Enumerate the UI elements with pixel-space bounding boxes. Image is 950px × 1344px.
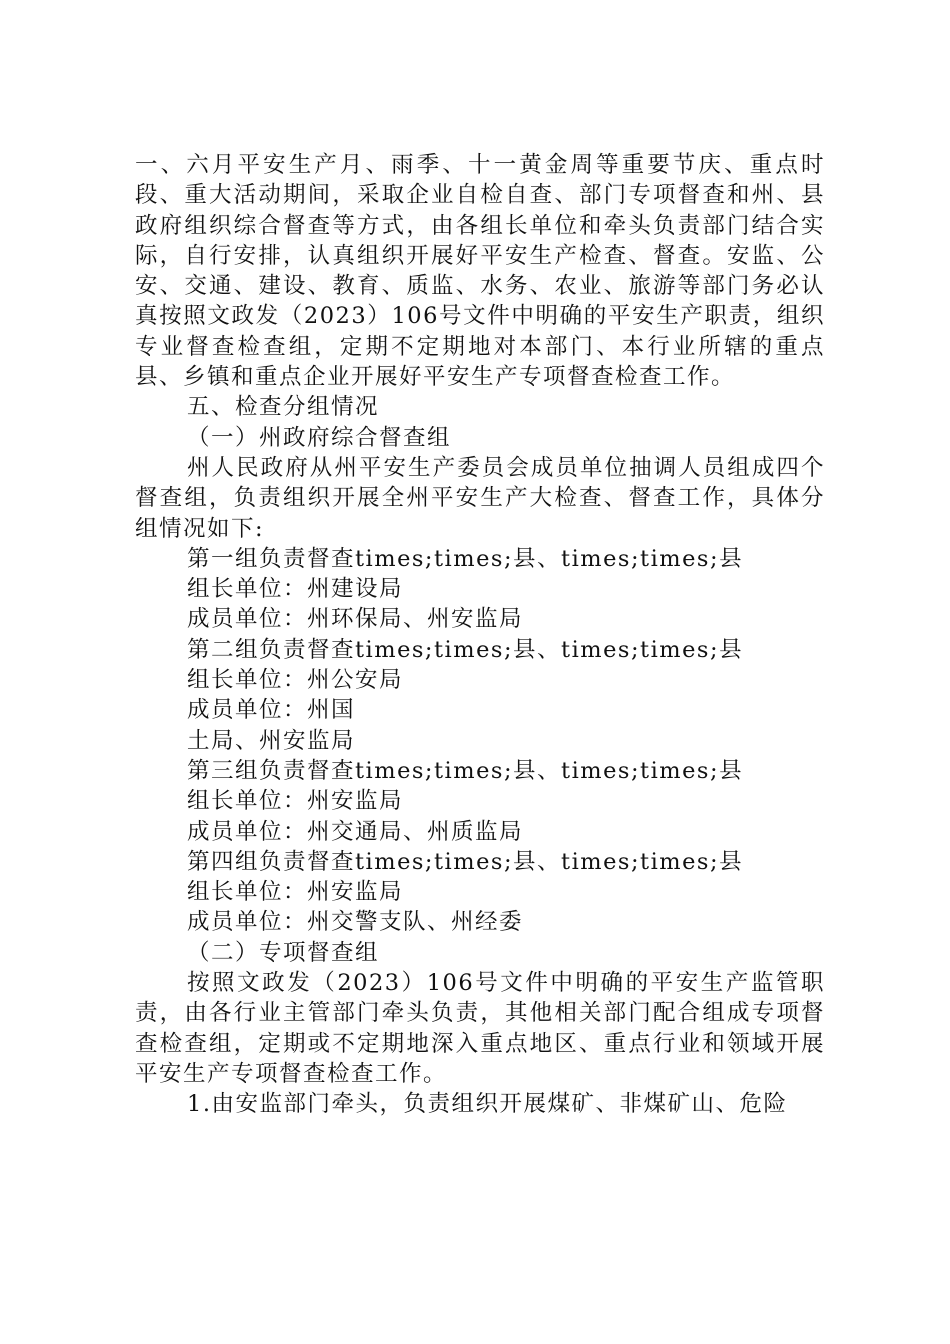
group-3-members: 成员单位：州交通局、州质监局 [187,818,524,845]
group-1-members: 成员单位：州环保局、州安监局 [187,606,524,633]
group-2-members-continued: 土局、州安监局 [187,727,356,754]
group-2-scope: 第二组负责督查times;times;县、times;times;县 [187,636,744,663]
group-4-leader: 组长单位：州安监局 [187,879,404,906]
paragraph-special-group-duties: 按照文政发（2023）106号文件中明确的平安生产监管职责，由各行业主管部门牵头负责，其他相关部门配合组成专项督查检查组，定期或不定期地深入重点地区、重点行业和领域开展平安生产专项督查检查工作。 [135,970,825,1087]
group-1-leader: 组长单位：州建设局 [187,576,404,603]
section-heading-grouping: 五、检查分组情况 [187,394,380,421]
document-body [135,150,825,1120]
subsection-heading-special-group: （二）专项督查组 [187,939,380,966]
paragraph-group-overview: 州人民政府从州平安生产委员会成员单位抽调人员组成四个督查组，负责组织开展全州平安生产大检查、督查工作，具体分组情况如下: [135,454,825,542]
paragraph-item-1: 1.由安监部门牵头，负责组织开展煤矿、非煤矿山、危险 [187,1091,788,1118]
group-4-scope: 第四组负责督查times;times;县、times;times;县 [187,848,744,875]
group-4-members: 成员单位：州交警支队、州经委 [187,909,524,936]
paragraph-inspection-arrangement: 一、六月平安生产月、雨季、十一黄金周等重要节庆、重点时段、重大活动期间，采取企业自检自查、部门专项督查和州、县政府组织综合督查等方式，由各组长单位和牵头负责部门结合实际，自行安排，认真组织开展好平安生产检查、督查。安监、公安、交通、建设、教育、质监、水务、农业、旅游等部门务必认真按照文政发（2023）106号文件中明确的平安生产职责，组织专业督查检查组，定期不定期地对本部门、本行业所辖的重点县、乡镇和重点企业开展好平安生产专项督查检查工作。 [135,152,825,391]
subsection-heading-comprehensive-group: （一）州政府综合督查组 [187,424,452,451]
group-2-leader: 组长单位：州公安局 [187,667,404,694]
group-2-members: 成员单位：州国 [187,697,356,724]
group-1-scope: 第一组负责督查times;times;县、times;times;县 [187,545,744,572]
group-3-leader: 组长单位：州安监局 [187,788,404,815]
group-3-scope: 第三组负责督查times;times;县、times;times;县 [187,757,744,784]
